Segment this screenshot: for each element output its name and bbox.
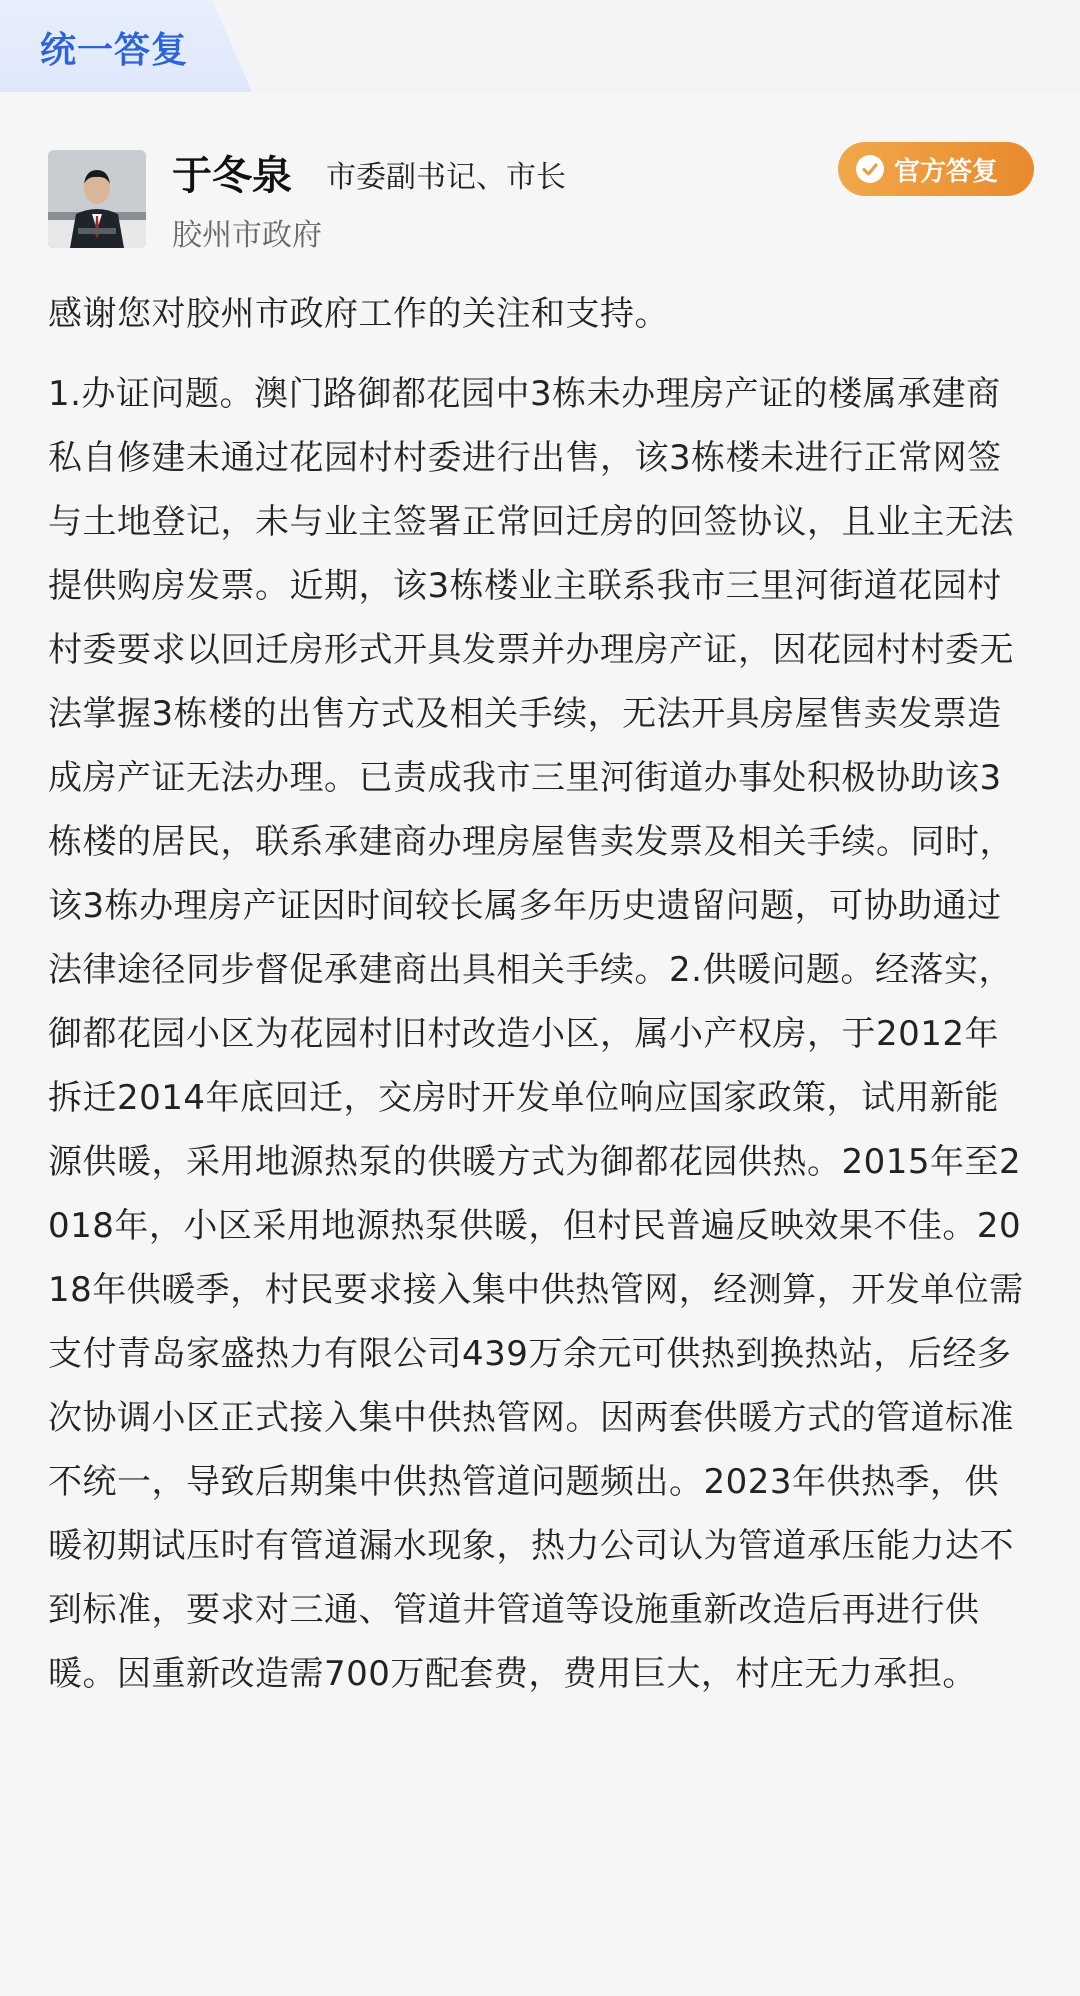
reply-content	[48, 282, 1032, 1722]
responder-name: 于冬泉	[172, 153, 292, 199]
responder-avatar[interactable]	[48, 150, 146, 248]
reply-body: 1.办证问题。澳门路御都花园中3栋未办理房产证的楼属承建商私自修建未通过花园村村委进行出售，该3栋楼未进行正常网签与土地登记，未与业主签署正常回迁房的回签协议，且业主无法提供购房发票。近期，该3栋楼业主联系我市三里河街道花园村村委要求以回迁房形式开具发票并办理房产证，因花园村村委无法掌握3栋楼的出售方式及相关手续，无法开具房屋售卖发票造成房产证无法办理。已责成我市三里河街道办事处积极协助该3栋楼的居民，联系承建商办理房屋售卖发票及相关手续。同时，该3栋办理房产证因时间较长属多年历史遗留问题，可协助通过法律途径同步督促承建商出具相关手续。2.供暖问题。经落实，御都花园小区为花园村旧村改造小区，属小产权房，于2012年拆迁2014年底回迁，交房时开发单位响应国家政策，试用新能源供暖，采用地源热泵的供暖方式为御都花园供热。2015年至2018年，小区采用地源热泵供暖，但村民普遍反映效果不佳。2018年供暖季，村民要求接入集中供热管网，经测算，开发单位需支付青岛家盛热力有限公司439万余元可供热到换热站，后经多次协调小区正式接入集中供热管网。因两套供暖方式的管道标准不统一，导致后期集中供热管道问题频出。2023年供热季，供暖初期试压时有管道漏水现象，热力公司认为管道承压能力达不到标准，要求对三通、管道井管道等设施重新改造后再进行供暖。因重新改造需700万配套费，费用巨大，村庄无力承担。	[48, 374, 1024, 1694]
responder-organization: 胶州市政府	[172, 218, 322, 253]
reply-card	[0, 92, 1080, 1996]
responder-title: 市委副书记、市长	[326, 160, 566, 195]
reply-greeting: 感谢您对胶州市政府工作的关注和支持。	[48, 294, 669, 334]
tab-unified-reply-label[interactable]: 统一答复	[40, 30, 189, 71]
check-circle-icon	[856, 155, 884, 183]
official-reply-badge-label: 官方答复	[894, 156, 999, 187]
official-reply-badge	[838, 142, 1034, 196]
portrait-avatar-icon	[48, 150, 146, 248]
tab-bar	[0, 0, 1080, 92]
